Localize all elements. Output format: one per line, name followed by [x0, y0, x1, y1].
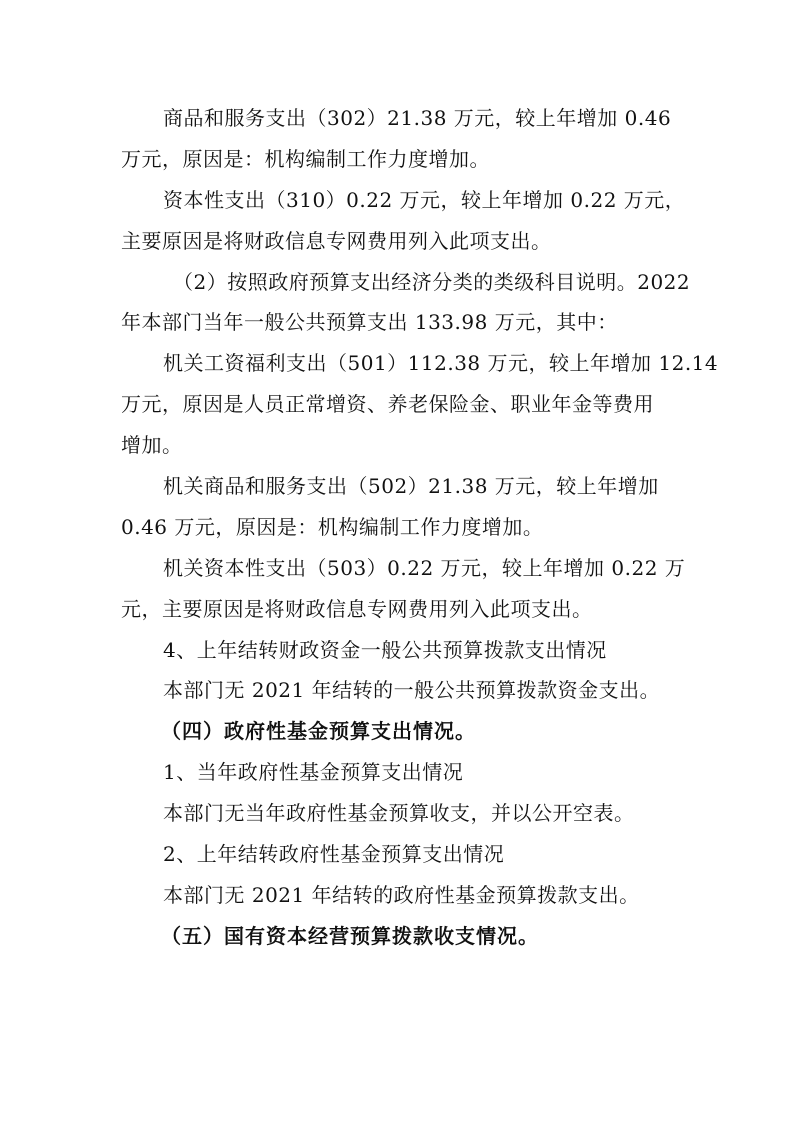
paragraph-line: 本部门无 2021 年结转的一般公共预算拨款资金支出。	[163, 678, 661, 703]
paragraph-line: 机关工资福利支出（501）112.38 万元，较上年增加 12.14	[163, 351, 719, 376]
section-heading: （四）政府性基金预算支出情况。	[161, 719, 476, 744]
paragraph-line: 主要原因是将财政信息专网费用列入此项支出。	[121, 228, 552, 253]
paragraph-line: 万元，原因是人员正常增资、养老保险金、职业年金等费用	[121, 392, 654, 417]
paragraph-line: 0.46 万元，原因是：机构编制工作力度增加。	[121, 514, 544, 539]
paragraph-line: 本部门无 2021 年结转的政府性基金预算拨款支出。	[163, 882, 640, 907]
paragraph-line: 年本部门当年一般公共预算支出 133.98 万元，其中：	[121, 310, 618, 335]
paragraph-line: 1、当年政府性基金预算支出情况	[163, 760, 464, 785]
paragraph-line: 机关商品和服务支出（502）21.38 万元，较上年增加	[163, 474, 659, 499]
paragraph-line: 本部门无当年政府性基金预算收支，并以公开空表。	[163, 801, 635, 826]
document-body	[121, 98, 719, 957]
paragraph-line: 机关资本性支出（503）0.22 万元，较上年增加 0.22 万	[163, 555, 686, 580]
paragraph-line: 2、上年结转政府性基金预算支出情况	[163, 842, 505, 867]
paragraph-line: 4、上年结转财政资金一般公共预算拨款支出情况	[163, 637, 607, 662]
paragraph-line: （2）按照政府预算支出经济分类的类级科目说明。2022	[173, 269, 691, 294]
paragraph-line: 万元，原因是：机构编制工作力度增加。	[121, 146, 490, 171]
section-heading: （五）国有资本经营预算拨款收支情况。	[161, 923, 539, 948]
paragraph-line: 元，主要原因是将财政信息专网费用列入此项支出。	[121, 596, 593, 621]
paragraph-line: 资本性支出（310）0.22 万元，较上年增加 0.22 万元，	[163, 187, 686, 212]
paragraph-line: 商品和服务支出（302）21.38 万元，较上年增加 0.46	[163, 106, 672, 130]
paragraph-line: 增加。	[121, 433, 183, 458]
